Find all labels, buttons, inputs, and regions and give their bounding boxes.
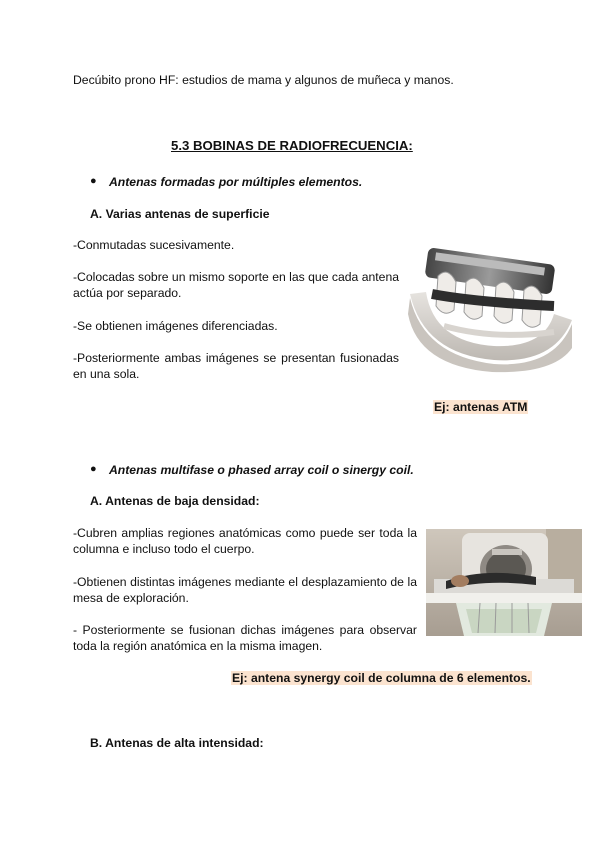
bullet-dot: ● bbox=[90, 175, 97, 187]
subheading-a1: A. Varias antenas de superficie bbox=[90, 207, 270, 221]
para-a1-2: -Colocadas sobre un mismo soporte en las que cada antena actúa por separado. bbox=[73, 270, 399, 300]
para-a1-3: -Se obtienen imágenes diferenciadas. bbox=[73, 319, 278, 333]
bullet-dot: ● bbox=[90, 463, 97, 475]
caption-1 bbox=[433, 399, 528, 415]
section-title: 5.3 BOBINAS DE RADIOFRECUENCIA: bbox=[171, 138, 413, 153]
subheading-b: B. Antenas de alta intensidad: bbox=[90, 736, 264, 750]
para-a2-1: -Cubren amplias regiones anatómicas como puede ser toda la columna e incluso todo el cuerpo. bbox=[73, 526, 417, 556]
caption-1-text: Ej: antenas ATM bbox=[434, 400, 528, 414]
synergy-coil-image bbox=[426, 529, 582, 636]
para-a1-1: -Conmutadas sucesivamente. bbox=[73, 238, 235, 252]
bullet-1-text: Antenas formadas por múltiples elementos. bbox=[109, 175, 363, 189]
para-a2-3: - Posteriormente se fusionan dichas imágenes para observar toda la región anatómica en la misma imagen. bbox=[73, 623, 417, 653]
caption-2 bbox=[231, 670, 532, 686]
intro-text: Decúbito prono HF: estudios de mama y algunos de muñeca y manos. bbox=[73, 73, 454, 87]
caption-2-text: Ej: antena synergy coil de columna de 6 elementos. bbox=[232, 671, 531, 685]
para-a2-2: -Obtienen distintas imágenes mediante el desplazamiento de la mesa de exploración. bbox=[73, 575, 417, 605]
atm-coil-image bbox=[404, 236, 574, 374]
subheading-a2: A. Antenas de baja densidad: bbox=[90, 494, 260, 508]
para-a1-4: -Posteriormente ambas imágenes se presentan fusionadas en una sola. bbox=[73, 351, 399, 381]
bullet-2-text: Antenas multifase o phased array coil o sinergy coil. bbox=[109, 463, 414, 477]
